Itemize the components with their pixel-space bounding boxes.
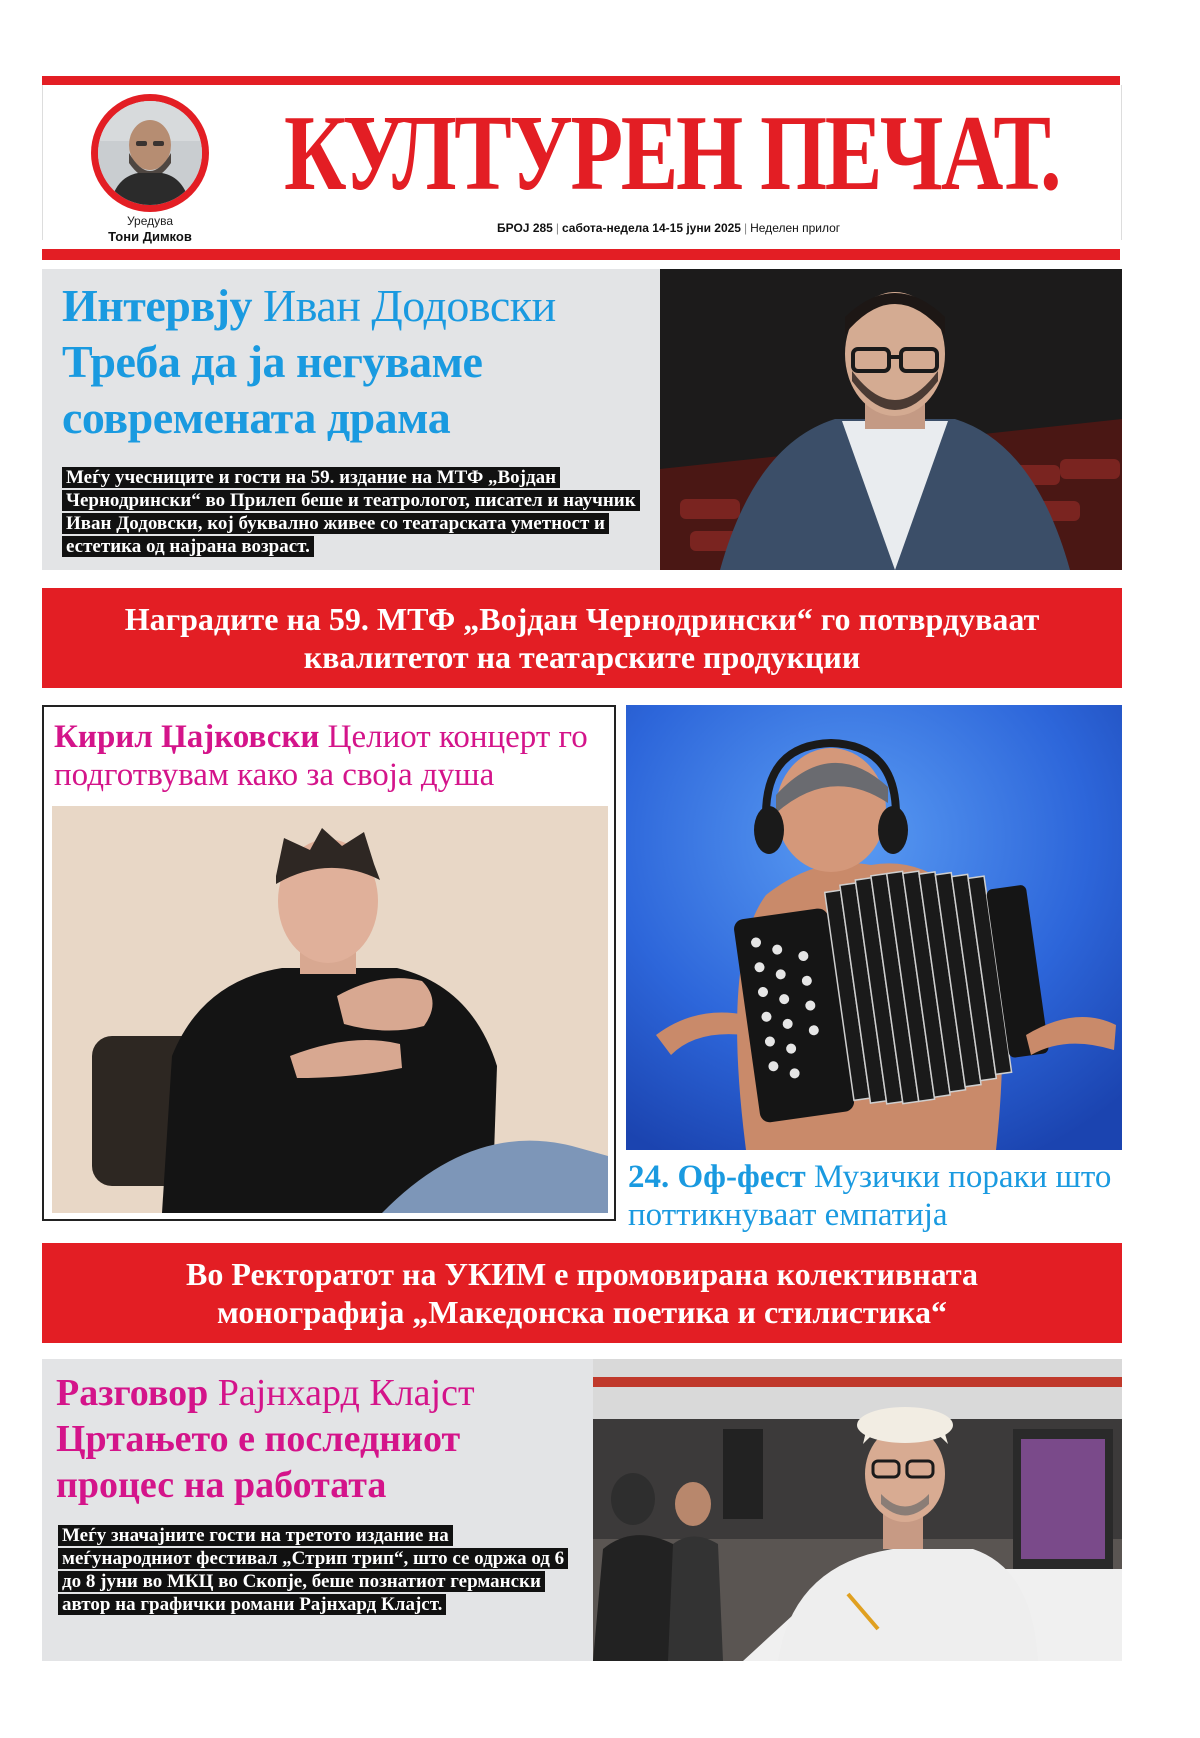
interview-title: Треба да ја негуваме современата драма <box>62 336 483 443</box>
conversation-photo-graphic <box>593 1359 1122 1661</box>
offfest-headline[interactable] <box>628 1158 1128 1234</box>
issue-line: БРОЈ 285 | сабота-недела 14-15 јуни 2025 | Неделен прилог <box>497 221 841 235</box>
conversation-headline[interactable] <box>56 1370 586 1508</box>
conversation-lede-text: Меѓу значајните гости на третото издание на меѓународниот фестивал „Стрип трип“, што се одржа од 6 до 8 јуни во МКЦ во Скопје, беше познатиот германски автор на графички романи Рајнхард Клајст. <box>58 1525 568 1615</box>
conversation-title: Цртањето е последниот процес на работата <box>56 1418 461 1506</box>
monograph-banner[interactable] <box>42 1243 1122 1343</box>
interview-person: Иван Додовски <box>263 280 556 331</box>
interview-lede <box>62 466 642 558</box>
editor-label: Уредува <box>126 214 174 228</box>
offfest-photo[interactable] <box>626 705 1122 1150</box>
newspaper-logo: КУЛТУРЕН ПЕЧАТ. <box>284 94 1060 213</box>
masthead-top-rule <box>42 76 1120 85</box>
editor-portrait-graphic <box>98 101 202 205</box>
offfest-title: Музички пораки што поттикнуваат емпатија <box>628 1159 1112 1233</box>
interview-lede-text: Меѓу учесниците и гости на 59. издание на МТФ „Војдан Чернодрински“ во Прилеп беше и театрологот, писател и научник Иван Додовски, кој буквално живее со театарската уметност и естетика од најрана возраст. <box>62 467 640 557</box>
kiril-title: Целиот концерт го подготвувам како за своја душа <box>54 719 588 793</box>
kiril-photo[interactable] <box>52 806 608 1213</box>
kiril-headline[interactable] <box>54 718 614 794</box>
awards-banner[interactable] <box>42 588 1122 688</box>
kiril-photo-graphic <box>52 806 608 1213</box>
awards-banner-text: Наградите на 59. МТФ „Војдан Чернодрински“ го потврдуваат квалитетот на театарските продукции <box>124 601 1040 675</box>
conversation-kicker: Разговор <box>56 1372 209 1414</box>
masthead-bottom-rule <box>42 249 1120 260</box>
offfest-kicker: 24. Оф-фест <box>628 1159 806 1195</box>
editor-name: Тони Димков <box>108 229 192 244</box>
offfest-photo-graphic <box>626 705 1122 1150</box>
kiril-name: Кирил Џајковски <box>54 719 320 755</box>
interview-photo[interactable] <box>660 269 1122 570</box>
conversation-photo[interactable] <box>593 1359 1122 1661</box>
issue-date: сабота-недела 14-15 јуни 2025 <box>561 221 741 235</box>
editor-avatar <box>98 101 202 205</box>
interview-photo-graphic <box>660 269 1122 570</box>
conversation-person: Рајнхард Клајст <box>217 1372 475 1414</box>
interview-headline[interactable] <box>62 278 652 446</box>
issue-type: Неделен прилог <box>750 221 841 235</box>
monograph-banner-text: Во Ректоратот на УКИМ е промовирана колективната монографија „Македонска поетика и стилистика“ <box>186 1256 978 1330</box>
interview-kicker: Интервју <box>62 280 253 331</box>
issue-number: БРОЈ 285 <box>497 221 553 235</box>
conversation-lede <box>58 1524 578 1616</box>
